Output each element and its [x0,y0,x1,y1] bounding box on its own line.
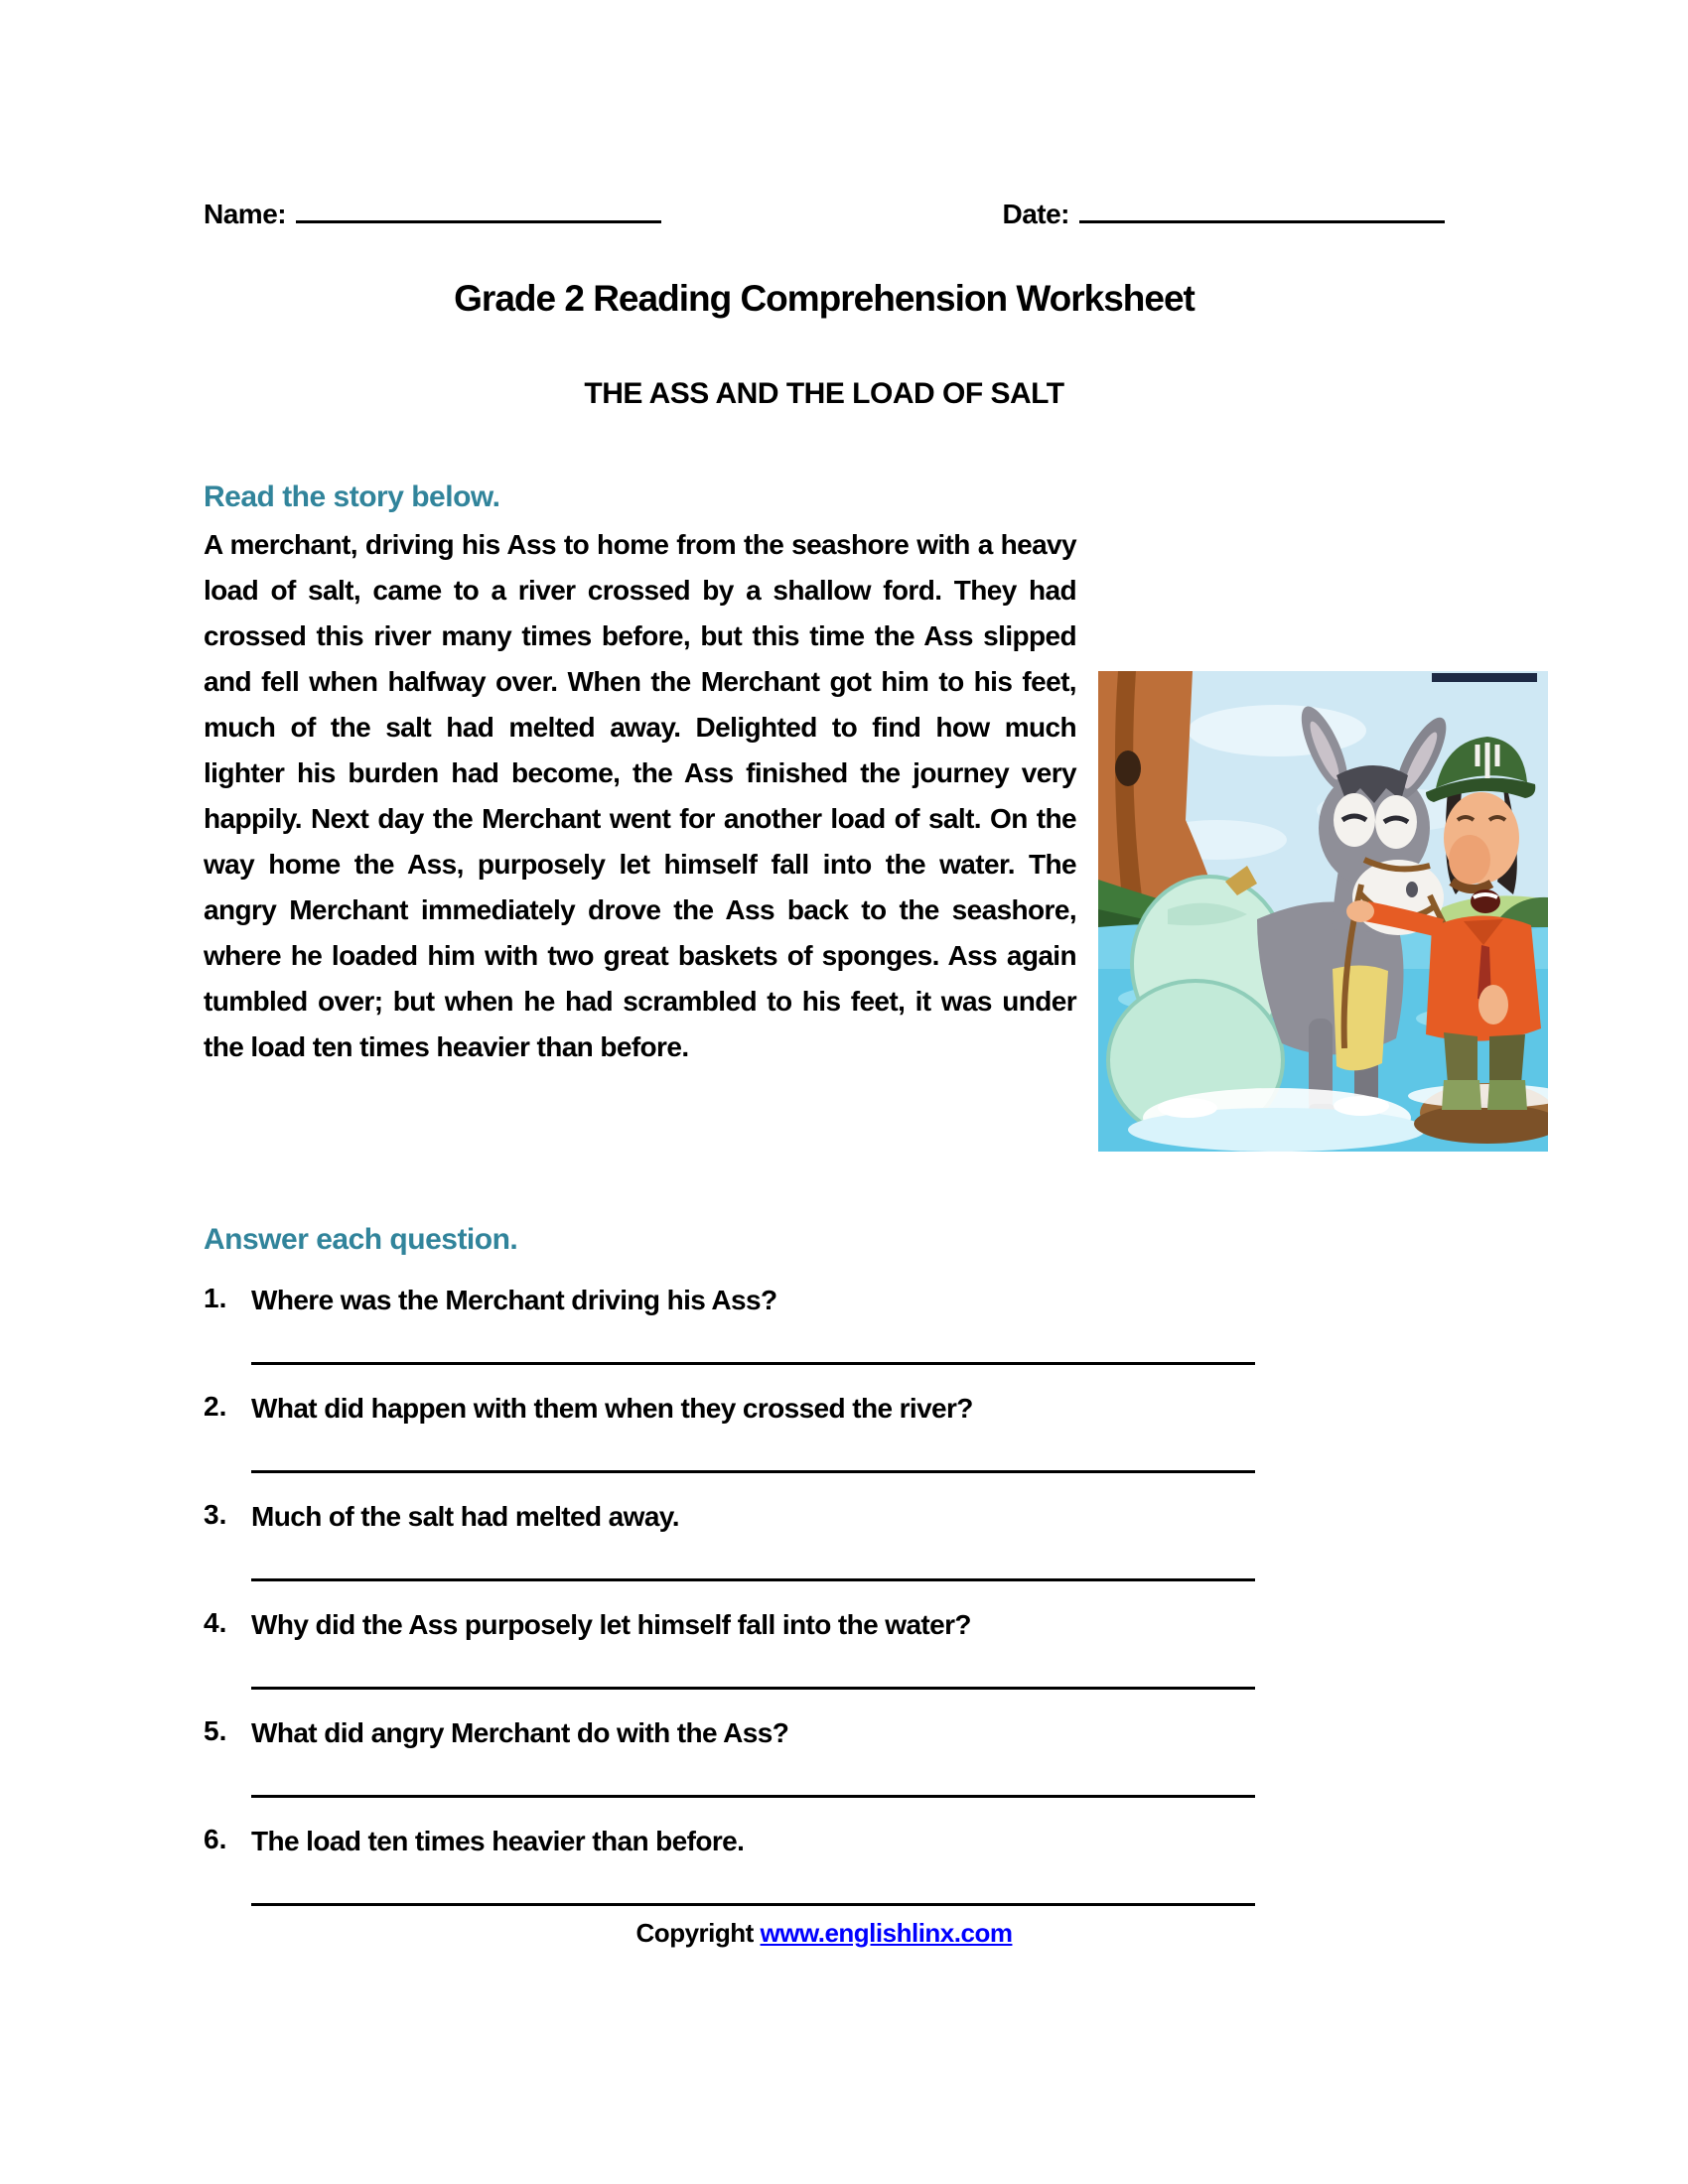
answer-blank-line-5[interactable] [251,1795,1255,1798]
question-item-1 [204,1283,1445,1318]
date-blank-line[interactable] [1079,191,1445,223]
question-item-3 [204,1499,1445,1535]
date-label: Date: [1002,199,1069,229]
read-story-heading: Read the story below. [204,480,500,513]
question-number: 3. [204,1499,227,1530]
question-text: Why did the Ass purposely let himself fall into the water? [251,1609,971,1640]
date-field [1002,191,1445,230]
footer-copyright [204,1918,1445,1949]
name-label: Name: [204,199,287,229]
answer-blank-line-2[interactable] [251,1470,1255,1473]
question-item-4 [204,1607,1445,1643]
question-number: 4. [204,1607,227,1638]
questions-list [204,1283,1445,1906]
question-text: What did angry Merchant do with the Ass? [251,1717,789,1748]
header-row [204,0,1445,230]
answer-blank-line-4[interactable] [251,1687,1255,1690]
story-illustration [1098,671,1548,1152]
question-item-5 [204,1715,1445,1751]
question-text: Where was the Merchant driving his Ass? [251,1285,777,1315]
copyright-label: Copyright [635,1918,761,1948]
name-field [204,191,661,230]
question-number: 6. [204,1824,227,1854]
question-text: The load ten times heavier than before. [251,1826,745,1856]
question-text: Much of the salt had melted away. [251,1501,679,1532]
question-number: 5. [204,1715,227,1746]
name-blank-line[interactable] [296,191,661,223]
question-item-2 [204,1391,1445,1427]
question-number: 1. [204,1283,227,1313]
story-title: THE ASS AND THE LOAD OF SALT [584,377,1064,410]
page-title: Grade 2 Reading Comprehension Worksheet [454,278,1195,319]
answer-questions-heading: Answer each question. [204,1223,518,1256]
answer-blank-line-3[interactable] [251,1578,1255,1581]
story-text: A merchant, driving his Ass to home from the seashore with a heavy load of salt, came to a river crossed by a shallow ford. They had crossed this river many times before, but this time the Ass slipped and fell when halfway over. When the Merchant got him to his feet, much of the salt had melted away. Delighted to find how much lighter his burden had become, the Ass finished the journey very happily. Next day the Merchant went for another load of salt. On the way home the Ass, purposely let himself fall into the water. The angry Merchant immediately drove the Ass back to the seashore, where he loaded him with two great baskets of sponges. Ass again tumbled over; but when he had scrambled to his feet, it was under the load ten times heavier than before. [204,529,1076,1062]
question-text: What did happen with them when they crossed the river? [251,1393,973,1424]
answer-blank-line-1[interactable] [251,1362,1255,1365]
question-item-6 [204,1824,1445,1859]
story-paragraph [204,522,1445,1070]
englishlinx-link[interactable]: www.englishlinx.com [760,1918,1013,1948]
question-number: 2. [204,1391,227,1422]
answer-blank-line-6[interactable] [251,1903,1255,1906]
